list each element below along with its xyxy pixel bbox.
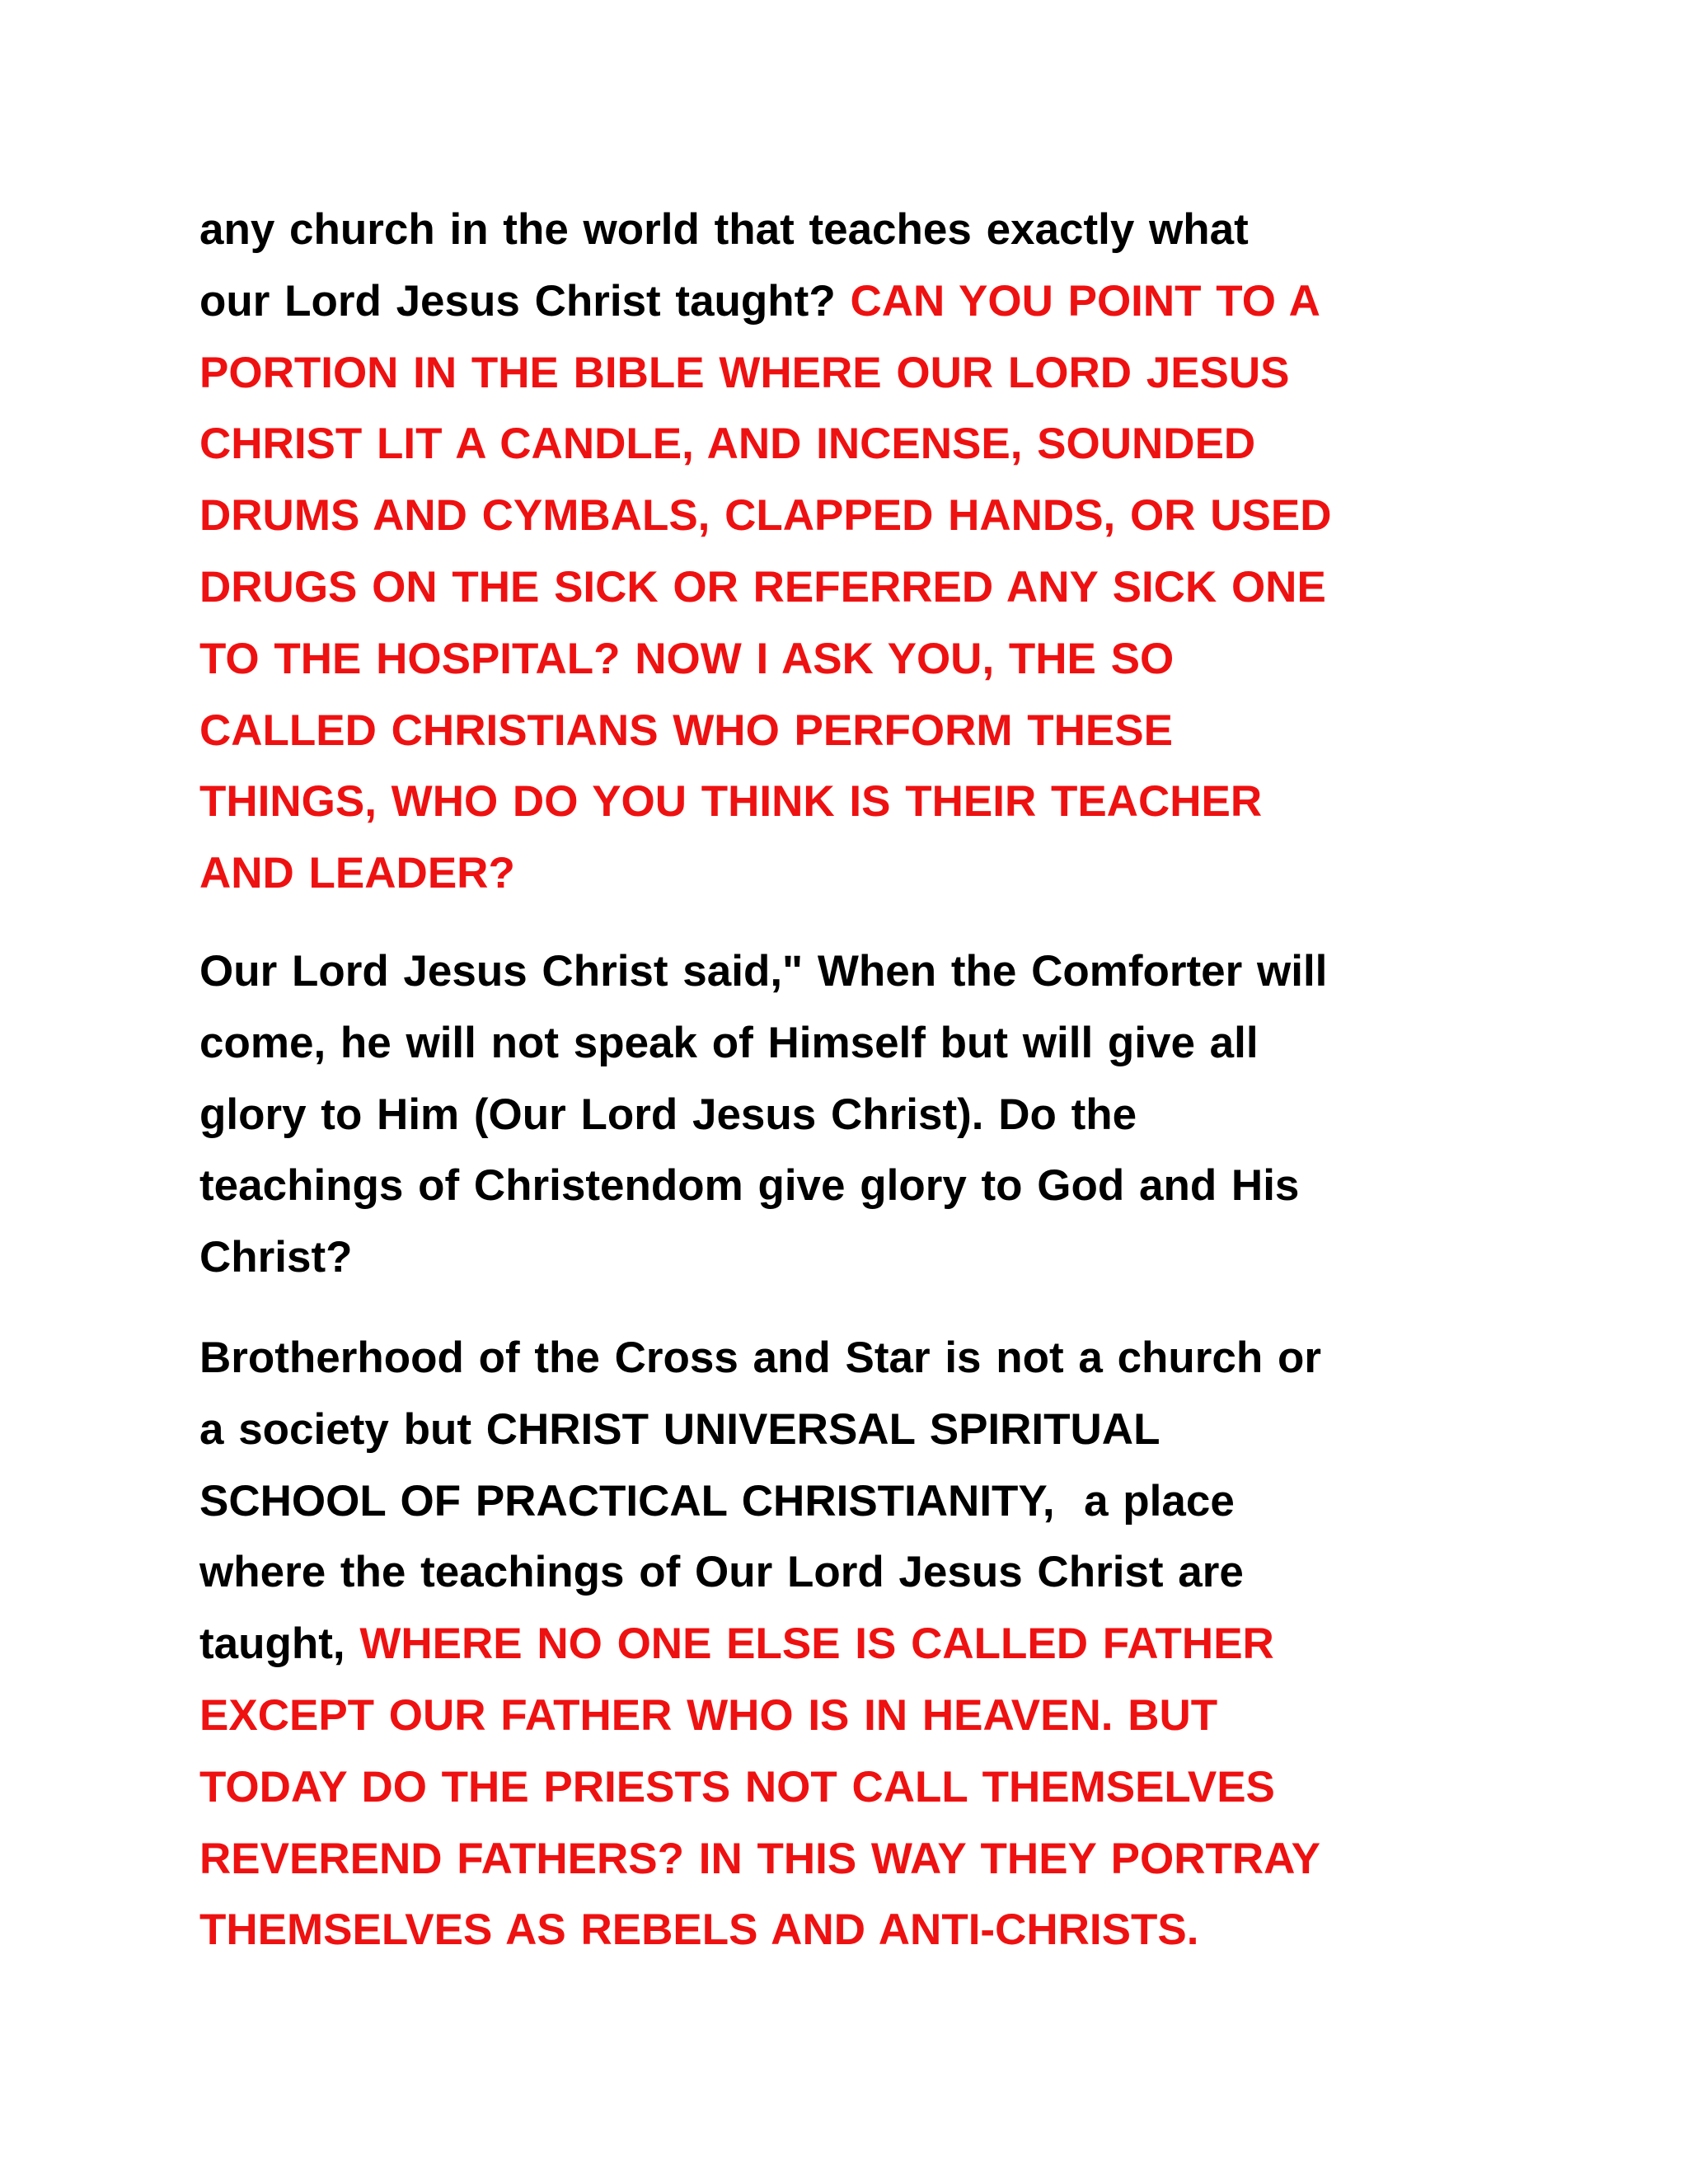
emphasized-text-segment: PORTION IN THE BIBLE WHERE OUR LORD JESUS bbox=[199, 348, 1290, 397]
text-segment: Our Lord Jesus Christ said," When the Comforter will bbox=[199, 947, 1328, 996]
emphasized-text-segment: DRUMS AND CYMBALS, CLAPPED HANDS, OR USED bbox=[199, 491, 1332, 541]
text-segment: a society but CHRIST UNIVERSAL SPIRITUAL bbox=[199, 1404, 1160, 1454]
text-line bbox=[199, 1151, 1535, 1222]
text-line bbox=[199, 1537, 1535, 1609]
text-line bbox=[199, 1824, 1535, 1896]
emphasized-text-segment: AND LEADER? bbox=[199, 849, 515, 898]
text-line bbox=[199, 936, 1535, 1008]
emphasized-text-segment: CALLED CHRISTIANS WHO PERFORM THESE bbox=[199, 705, 1173, 755]
text-segment: glory to Him (Our Lord Jesus Christ). Do the bbox=[199, 1090, 1137, 1139]
text-line bbox=[199, 266, 1535, 338]
text-line bbox=[199, 1222, 1535, 1294]
text-segment: Brotherhood of the Cross and Star is not a church or bbox=[199, 1333, 1322, 1382]
emphasized-text-segment: TO THE HOSPITAL? NOW I ASK YOU, THE SO bbox=[199, 634, 1175, 683]
emphasized-text-segment: EXCEPT OUR FATHER WHO IS IN HEAVEN. BUT bbox=[199, 1690, 1218, 1740]
emphasized-text-segment: TODAY DO THE PRIESTS NOT CALL THEMSELVES bbox=[199, 1762, 1275, 1811]
paragraph-questions bbox=[199, 194, 1535, 910]
text-line bbox=[199, 1609, 1535, 1680]
text-segment: where the teachings of Our Lord Jesus Christ are bbox=[199, 1548, 1244, 1597]
text-line bbox=[199, 1080, 1535, 1151]
text-line bbox=[199, 838, 1535, 910]
text-line bbox=[199, 1752, 1535, 1824]
emphasized-text-segment: WHERE NO ONE ELSE IS CALLED FATHER bbox=[359, 1619, 1274, 1669]
emphasized-text-segment: THEMSELVES AS REBELS AND ANTI-CHRISTS. bbox=[199, 1905, 1199, 1955]
emphasized-text-segment: REVEREND FATHERS? IN THIS WAY THEY PORTRAY bbox=[199, 1834, 1320, 1883]
text-line bbox=[199, 1323, 1535, 1394]
text-line bbox=[199, 409, 1535, 480]
paragraph-brotherhood bbox=[199, 1323, 1535, 1966]
text-line bbox=[199, 1680, 1535, 1752]
text-line bbox=[199, 194, 1535, 266]
text-line bbox=[199, 696, 1535, 767]
text-line bbox=[199, 1394, 1535, 1466]
text-line bbox=[199, 338, 1535, 410]
text-line bbox=[199, 766, 1535, 838]
paragraph-comforter bbox=[199, 936, 1535, 1294]
emphasized-text-segment: THINGS, WHO DO YOU THINK IS THEIR TEACHER bbox=[199, 777, 1263, 827]
text-segment: any church in the world that teaches exactly what bbox=[199, 205, 1249, 254]
text-line bbox=[199, 624, 1535, 696]
text-segment: our Lord Jesus Christ taught? bbox=[199, 276, 851, 326]
text-segment: taught, bbox=[199, 1619, 360, 1669]
text-line bbox=[199, 1008, 1535, 1080]
text-line bbox=[199, 552, 1535, 624]
emphasized-text-segment: CHRIST LIT A CANDLE, AND INCENSE, SOUNDED bbox=[199, 419, 1256, 469]
text-segment: SCHOOL OF PRACTICAL CHRISTIANITY, a place bbox=[199, 1476, 1235, 1526]
text-segment: come, he will not speak of Himself but will give all bbox=[199, 1018, 1259, 1067]
emphasized-text-segment: DRUGS ON THE SICK OR REFERRED ANY SICK ONE bbox=[199, 562, 1326, 612]
text-line bbox=[199, 1466, 1535, 1538]
text-line bbox=[199, 480, 1535, 552]
text-segment: teachings of Christendom give glory to God and His bbox=[199, 1161, 1300, 1211]
text-line bbox=[199, 1895, 1535, 1966]
text-segment: Christ? bbox=[199, 1233, 353, 1282]
emphasized-text-segment: CAN YOU POINT TO A bbox=[850, 276, 1320, 326]
